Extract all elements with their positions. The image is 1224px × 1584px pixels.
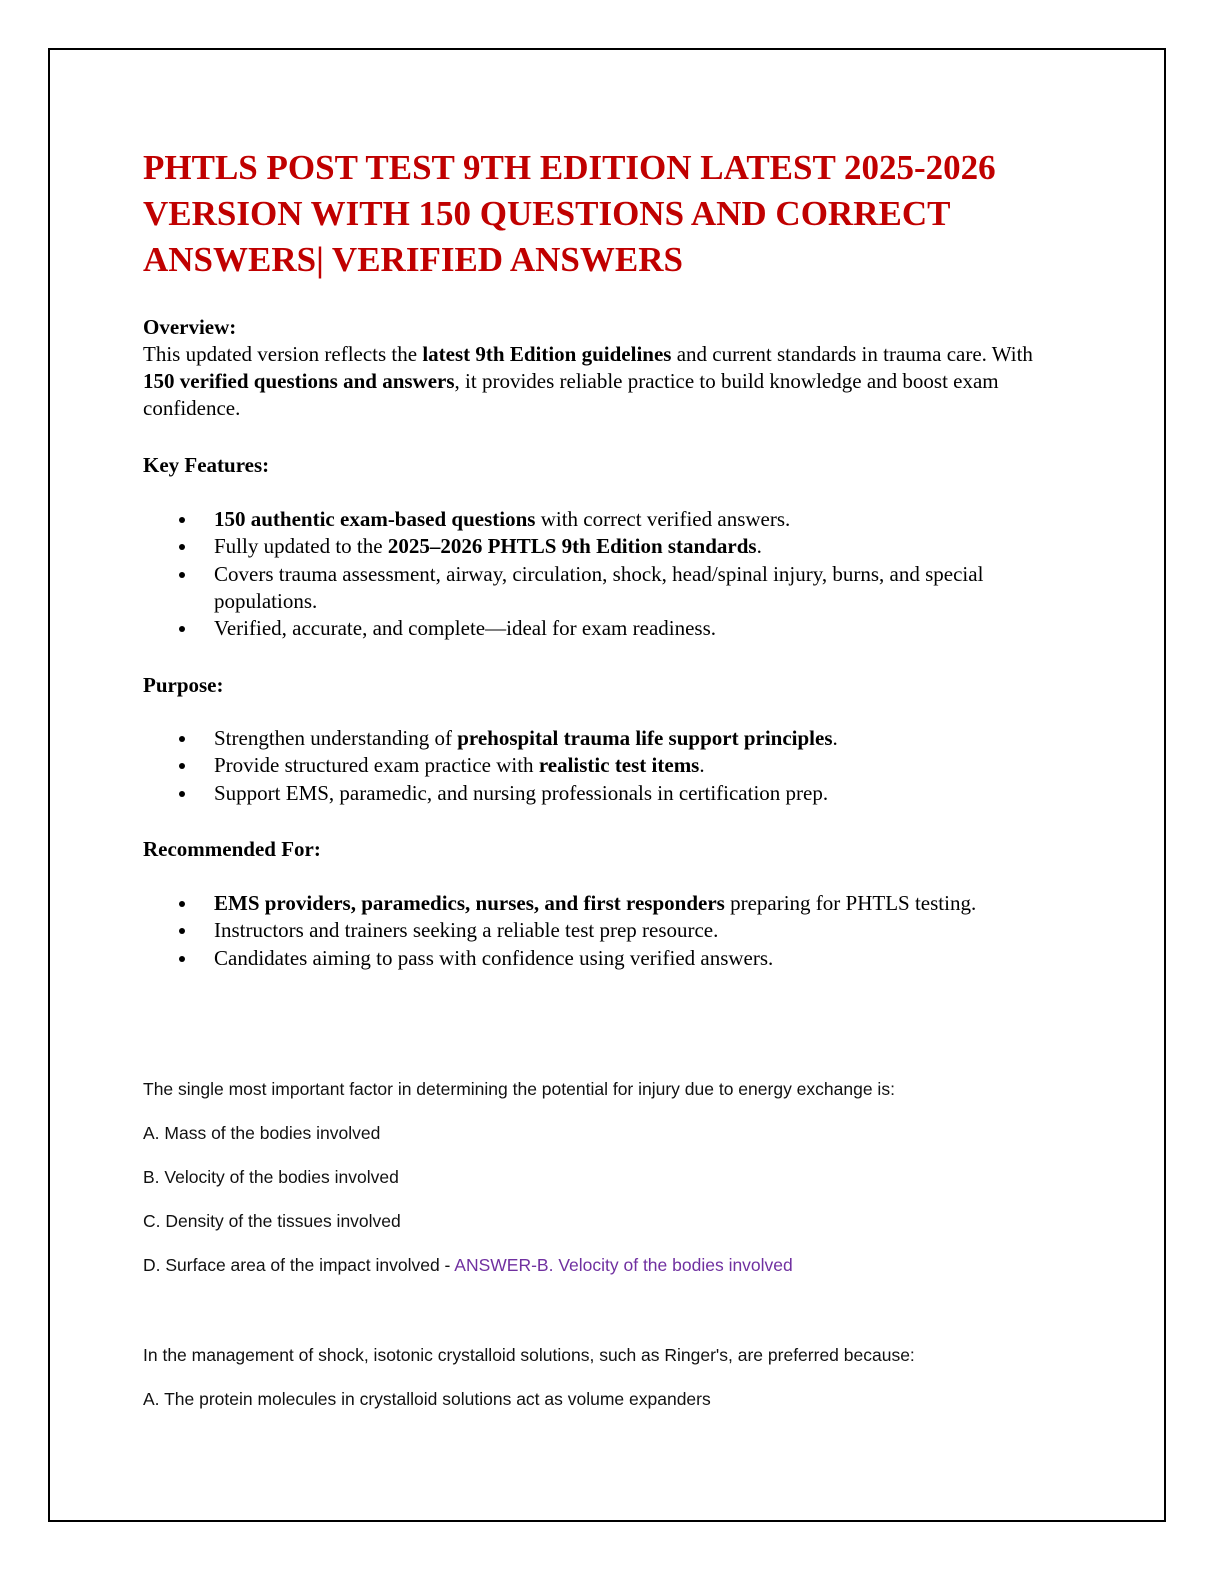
question-1-option-a: A. Mass of the bodies involved xyxy=(143,1123,381,1143)
document-title: PHTLS POST TEST 9TH EDITION LATEST 2025-2026 VERSION WITH 150 QUESTIONS AND CORRECT ANSWERS| VERIFIED ANSWERS xyxy=(143,148,996,279)
bold-text: 150 verified questions and answers xyxy=(143,369,455,393)
text-run: Verified, accurate, and complete—ideal for exam readiness. xyxy=(214,616,717,641)
bold-text: prehospital trauma life support principles xyxy=(457,726,833,750)
text-run: Instructors and trainers seeking a reliable test prep resource. xyxy=(214,918,719,943)
question-1-option-b: B. Velocity of the bodies involved xyxy=(143,1167,399,1187)
bullet-item xyxy=(143,561,1024,616)
bold-text: latest 9th Edition guidelines xyxy=(422,342,672,366)
text-run: preparing for PHTLS testing. xyxy=(724,891,977,915)
bullet-item xyxy=(143,890,1024,917)
question-1-answer: ANSWER-B. Velocity of the bodies involved xyxy=(454,1255,793,1275)
bold-text: 2025–2026 PHTLS 9th Edition standards xyxy=(387,534,757,559)
question-2-option-a: A. The protein molecules in crystalloid solutions act as volume expanders xyxy=(143,1389,711,1409)
bullet-item xyxy=(143,945,1024,972)
text-run: Candidates aiming to pass with confidence using verified answers. xyxy=(214,945,774,970)
question-1-stem: The single most important factor in determining the potential for injury due to energy exchange is: xyxy=(143,1079,895,1099)
recommended-list xyxy=(143,890,1024,972)
bullet-item xyxy=(143,506,1024,533)
purpose-list xyxy=(143,725,1024,807)
text-run: Strengthen understanding of xyxy=(214,726,458,750)
text-run: . xyxy=(756,534,762,559)
text-run: . xyxy=(699,753,705,778)
recommended-heading: Recommended For: xyxy=(143,837,321,861)
key-features-list xyxy=(143,506,1024,642)
purpose-heading: Purpose: xyxy=(143,673,224,697)
bullet-item xyxy=(143,533,1024,560)
question-1-option-d: D. Surface area of the impact involved - xyxy=(143,1255,455,1275)
bullet-item xyxy=(143,752,1024,779)
text-run: Fully updated to the xyxy=(214,534,388,559)
text-run: Support EMS, paramedic, and nursing professionals in certification prep. xyxy=(214,780,829,805)
bullet-item xyxy=(143,725,1024,752)
text-run: Covers trauma assessment, airway, circulation, shock, head/spinal injury, burns, and special populations. xyxy=(214,561,984,613)
bold-text: EMS providers, paramedics, nurses, and first responders xyxy=(214,891,725,915)
overview-body xyxy=(143,341,1068,422)
question-1-option-d-row xyxy=(143,1254,793,1276)
bullet-item xyxy=(143,615,1024,642)
text-run: , it provides reliable practice to build knowledge and boost exam confidence. xyxy=(143,369,999,420)
bold-text: realistic test items xyxy=(538,753,700,778)
text-run: Provide structured exam practice with xyxy=(214,753,539,778)
key-features-heading: Key Features: xyxy=(143,453,270,477)
question-2-stem: In the management of shock, isotonic crystalloid solutions, such as Ringer's, are preferred because: xyxy=(143,1345,915,1365)
text-run: This updated version reflects the xyxy=(143,342,423,366)
bullet-item xyxy=(143,780,1024,807)
text-run: and current standards in trauma care. With xyxy=(671,342,1033,366)
text-run: . xyxy=(832,726,838,750)
question-1-option-c: C. Density of the tissues involved xyxy=(143,1211,401,1231)
overview-heading: Overview: xyxy=(143,315,237,339)
bold-text: 150 authentic exam-based questions xyxy=(214,507,536,531)
bullet-item xyxy=(143,917,1024,944)
text-run: with correct verified answers. xyxy=(535,507,791,531)
